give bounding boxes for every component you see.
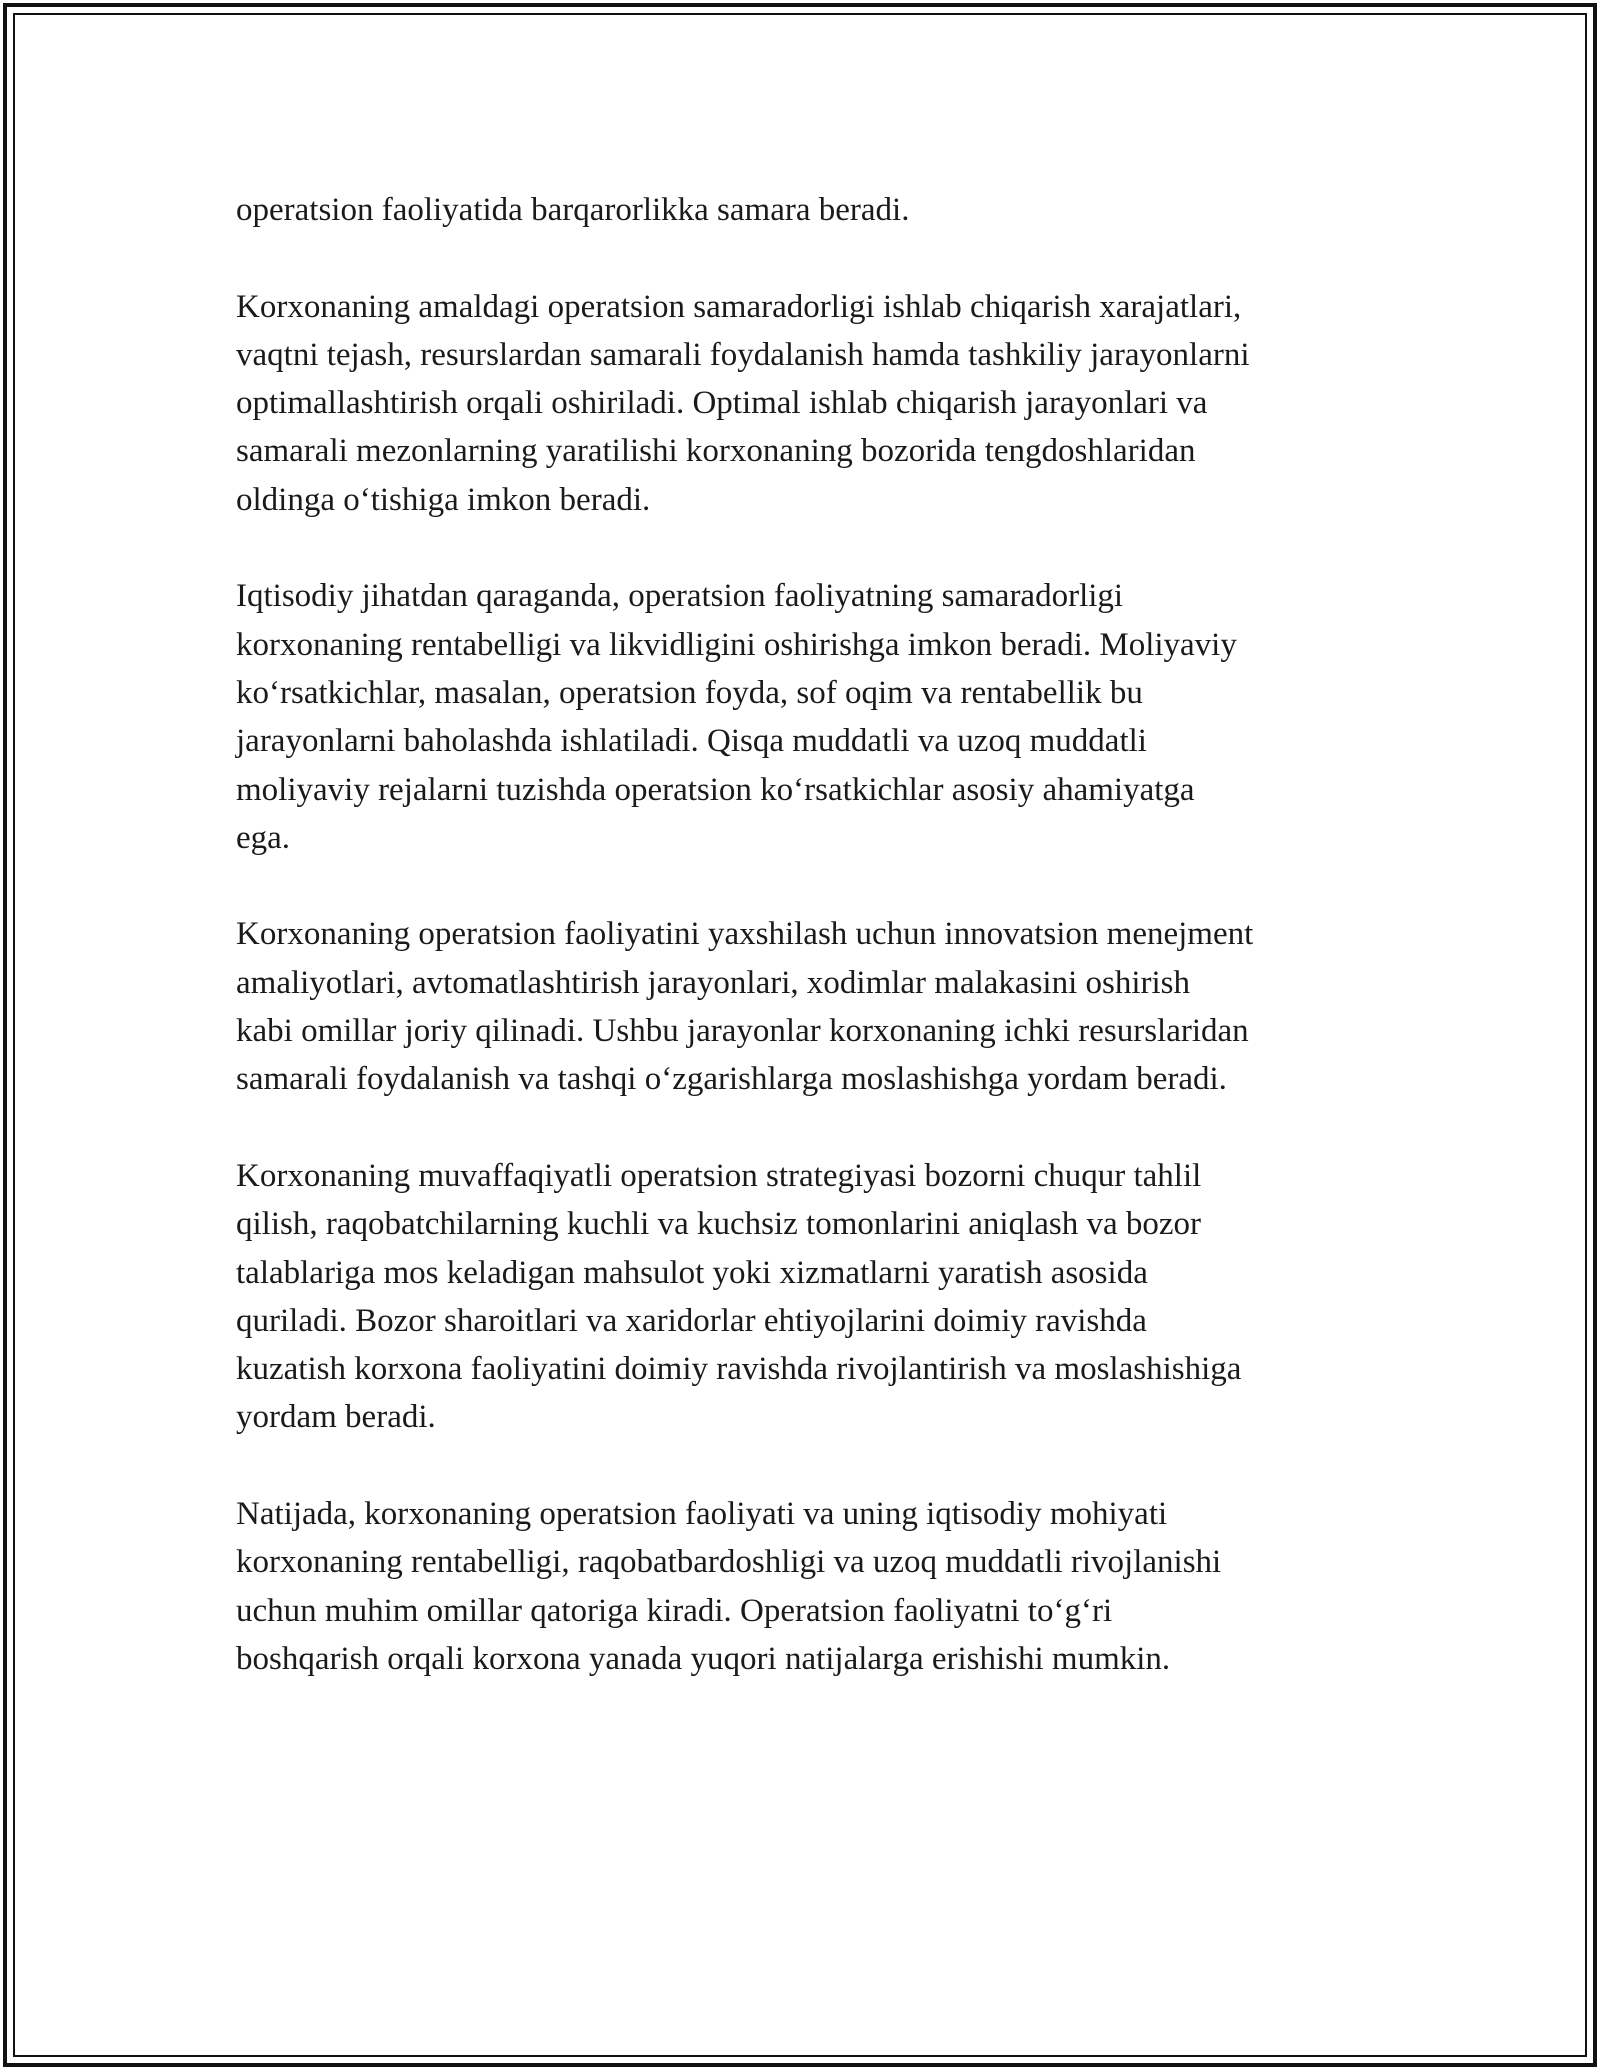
text-line: moliyaviy rejalarni tuzishda operatsion ko‘rsatkichlar asosiy ahamiyatga <box>236 771 1195 808</box>
text-line: kuzatish korxona faoliyatini doimiy ravishda rivojlantirish va moslashishiga <box>236 1351 1242 1388</box>
paragraph-2 <box>236 283 1376 524</box>
text-line: korxonaning rentabelligi va likvidligini oshirishga imkon beradi. Moliyaviy <box>236 626 1237 663</box>
text-line: yordam beradi. <box>236 1399 436 1436</box>
document-body <box>236 186 1376 1732</box>
text-line: amaliyotlari, avtomatlashtirish jarayonlari, xodimlar malakasini oshirish <box>236 964 1191 1001</box>
text-line: Korxonaning muvaffaqiyatli operatsion strategiyasi bozorni chuqur tahlil <box>236 1157 1202 1194</box>
text-line: jarayonlarni baholashda ishlatiladi. Qisqa muddatli va uzoq muddatli <box>236 723 1147 760</box>
text-line: uchun muhim omillar qatoriga kiradi. Operatsion faoliyatni to‘g‘ri <box>236 1592 1113 1629</box>
text-line: Korxonaning operatsion faoliyatini yaxshilash uchun innovatsion menejment <box>236 916 1254 953</box>
text-line: operatsion faoliyatida barqarorlikka samara beradi. <box>236 192 910 228</box>
text-line: boshqarish orqali korxona yanada yuqori natijalarga erishishi mumkin. <box>236 1640 1171 1677</box>
paragraph-3 <box>236 572 1376 862</box>
text-line: samarali foydalanish va tashqi o‘zgarishlarga moslashishga yordam beradi. <box>236 1061 1227 1098</box>
text-line: Korxonaning amaldagi operatsion samaradorligi ishlab chiqarish xarajatlari, <box>236 288 1242 325</box>
text-line: qilish, raqobatchilarning kuchli va kuchsiz tomonlarini aniqlash va bozor <box>236 1206 1202 1243</box>
text-line: korxonaning rentabelligi, raqobatbardoshligi va uzoq muddatli rivojlanishi <box>236 1544 1222 1581</box>
text-line: kabi omillar joriy qilinadi. Ushbu jarayonlar korxonaning ichki resurslaridan <box>236 1013 1249 1050</box>
text-line: vaqtni tejash, resurslardan samarali foydalanish hamda tashkiliy jarayonlarni <box>236 336 1250 373</box>
text-line: optimallashtirish orqali oshiriladi. Optimal ishlab chiqarish jarayonlari va <box>236 385 1208 422</box>
text-line: Iqtisodiy jihatdan qaraganda, operatsion faoliyatning samaradorligi <box>236 578 1124 615</box>
paragraph-5 <box>236 1152 1376 1442</box>
paragraph-4 <box>236 910 1376 1103</box>
text-line: samarali mezonlarning yaratilishi korxonaning bozorida tengdoshlaridan <box>236 433 1196 470</box>
text-line: oldinga o‘tishiga imkon beradi. <box>236 481 651 518</box>
text-line: talablariga mos keladigan mahsulot yoki xizmatlarni yaratish asosida <box>236 1254 1148 1291</box>
text-line: ega. <box>236 819 291 856</box>
paragraph-1 <box>236 186 1376 234</box>
text-line: quriladi. Bozor sharoitlari va xaridorlar ehtiyojlarini doimiy ravishda <box>236 1302 1147 1339</box>
paragraph-6 <box>236 1490 1376 1683</box>
text-line: Natijada, korxonaning operatsion faoliyati va uning iqtisodiy mohiyati <box>236 1496 1168 1533</box>
text-line: ko‘rsatkichlar, masalan, operatsion foyda, sof oqim va rentabellik bu <box>236 674 1143 711</box>
